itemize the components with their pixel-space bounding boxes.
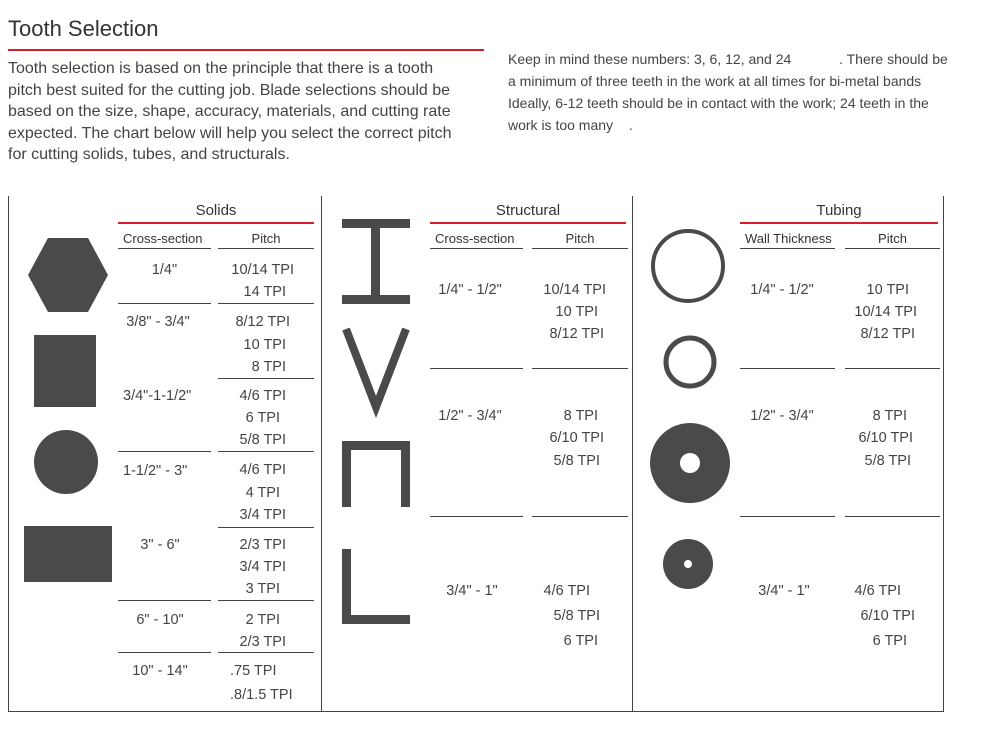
solids-row-rule — [218, 527, 314, 528]
structural-size-1: 1/4" - 1/2" — [438, 282, 502, 298]
page-title: Tooth Selection — [8, 16, 159, 41]
round-solid-icon — [34, 430, 98, 494]
structural-row-rule — [532, 516, 628, 517]
i-beam-icon — [342, 219, 410, 304]
solids-row-rule — [118, 600, 211, 601]
structural-col-pitch: Pitch — [565, 231, 595, 246]
tubing-pitch-2a: 8 TPI — [872, 408, 907, 424]
solids-pitch-3b: 6 TPI — [245, 410, 280, 426]
tubing-row-rule — [845, 516, 940, 517]
structural-header-rule — [430, 248, 523, 249]
tubing-col-pitch: Pitch — [878, 231, 907, 246]
solids-pitch-4a: 4/6 TPI — [239, 462, 286, 478]
solids-size-1: 1/4" — [151, 262, 178, 278]
solids-col-pitch: Pitch — [251, 231, 281, 246]
solids-pitch-4b: 4 TPI — [245, 485, 280, 501]
tubing-size-2: 1/2" - 3/4" — [750, 408, 814, 424]
solids-pitch-7a: .75 TPI — [230, 663, 277, 679]
square-solid-icon — [34, 335, 96, 407]
tubing-size-3: 3/4" - 1" — [758, 583, 810, 599]
solids-pitch-2b: 10 TPI — [243, 337, 286, 353]
solids-size-5: 3" - 6" — [140, 537, 180, 553]
structural-pitch-2b: 6/10 TPI — [549, 430, 604, 446]
teeth-note-part-1: Keep in mind these numbers: 3, 6, 12, and 24 — [508, 51, 792, 67]
structural-pitch-3c: 6 TPI — [563, 633, 598, 649]
tubing-pitch-2c: 5/8 TPI — [864, 453, 911, 469]
structural-header-rule — [532, 248, 628, 249]
solids-pitch-2a: 8/12 TPI — [235, 314, 290, 330]
solids-pitch-5b: 3/4 TPI — [239, 559, 286, 575]
structural-title-underline — [430, 222, 626, 224]
solids-pitch-3a: 4/6 TPI — [239, 388, 286, 404]
solids-row-rule — [218, 303, 314, 304]
solids-title-underline — [118, 222, 314, 224]
solids-title: Solids — [195, 202, 237, 219]
solids-pitch-5c: 3 TPI — [245, 581, 280, 597]
tubing-row-rule — [845, 368, 940, 369]
structural-pitch-2a: 8 TPI — [563, 408, 598, 424]
solids-size-4: 1-1/2" - 3" — [123, 463, 188, 479]
tubing-pitch-2b: 6/10 TPI — [858, 430, 913, 446]
solids-col-cross-section: Cross-section — [123, 231, 203, 246]
teeth-note-part-3: . — [628, 117, 633, 133]
tubing-header-rule — [740, 248, 835, 249]
structural-row-rule — [430, 368, 523, 369]
structural-size-2: 1/2" - 3/4" — [438, 408, 502, 424]
solids-pitch-2c: 8 TPI — [251, 359, 286, 375]
solids-row-rule — [218, 600, 314, 601]
structural-row-rule — [532, 368, 628, 369]
solids-pitch-7b: .8/1.5 TPI — [230, 687, 293, 703]
tube-medium-wall-icon — [666, 338, 714, 386]
tubing-pitch-3c: 6 TPI — [872, 633, 907, 649]
solids-header-rule — [218, 248, 314, 249]
tubing-row-rule — [740, 368, 835, 369]
solids-row-rule — [218, 451, 314, 452]
rectangle-solid-icon — [24, 526, 112, 582]
tubing-pitch-1b: 10/14 TPI — [854, 304, 917, 320]
structural-col-cross-section: Cross-section — [435, 231, 515, 246]
solids-row-rule — [118, 451, 211, 452]
tubing-col-wall-thickness: Wall Thickness — [745, 231, 832, 246]
tubing-pitch-1c: 8/12 TPI — [860, 326, 915, 342]
angle-icon — [342, 549, 410, 624]
solids-row-rule — [218, 652, 314, 653]
structural-size-3: 3/4" - 1" — [446, 583, 498, 599]
tubing-header-rule — [845, 248, 940, 249]
intro-paragraph: Tooth selection is based on the principle that there is a tooth pitch best suited for the cutting job. Blade selections should be based on the size, shape, accuracy, materials, and cutting rate expected. The chart below will help you select the correct pitch for cutting solids, tubes, and structurals. — [8, 60, 452, 163]
channel-icon — [342, 441, 410, 507]
solids-size-2: 3/8" - 3/4" — [126, 314, 190, 330]
solids-pitch-4c: 3/4 TPI — [239, 507, 286, 523]
teeth-note-part-2: . There should be a minimum of three teeth in the work at all times for bi-metal bands Ideally, 6-12 teeth should be in contact with the work; 24 teeth in the work is too many — [508, 51, 948, 133]
structural-pitch-3b: 5/8 TPI — [553, 608, 600, 624]
structural-row-rule — [430, 516, 523, 517]
solids-pitch-6a: 2 TPI — [245, 612, 280, 628]
structural-pitch-1c: 8/12 TPI — [549, 326, 604, 342]
v-angle-icon — [346, 329, 406, 407]
solids-row-rule — [118, 303, 211, 304]
tubing-pitch-3a: 4/6 TPI — [854, 583, 901, 599]
structural-pitch-3a: 4/6 TPI — [543, 583, 590, 599]
solids-header-rule — [118, 248, 211, 249]
solids-size-3: 3/4"-1-1/2" — [123, 388, 192, 404]
solids-pitch-3c: 5/8 TPI — [239, 432, 286, 448]
solids-row-rule — [118, 652, 211, 653]
tubing-row-rule — [740, 516, 835, 517]
solids-pitch-6b: 2/3 TPI — [239, 634, 286, 650]
solids-pitch-1a: 10/14 TPI — [231, 262, 294, 278]
tubing-pitch-1a: 10 TPI — [866, 282, 909, 298]
solids-pitch-5a: 2/3 TPI — [239, 537, 286, 553]
structural-pitch-2c: 5/8 TPI — [553, 453, 600, 469]
solids-row-rule — [218, 378, 314, 379]
tubing-pitch-3b: 6/10 TPI — [860, 608, 915, 624]
tube-thin-wall-icon — [653, 231, 723, 301]
structural-pitch-1a: 10/14 TPI — [543, 282, 606, 298]
solids-size-7: 10" - 14" — [132, 663, 188, 679]
solids-size-6: 6" - 10" — [136, 612, 184, 628]
solids-pitch-1b: 14 TPI — [243, 284, 286, 300]
structural-pitch-1b: 10 TPI — [555, 304, 598, 320]
tubing-title-underline — [740, 222, 938, 224]
hexagon-solid-icon — [28, 238, 108, 312]
tubing-title: Tubing — [816, 202, 862, 219]
structural-title: Structural — [495, 202, 561, 219]
tubing-size-1: 1/4" - 1/2" — [750, 282, 814, 298]
